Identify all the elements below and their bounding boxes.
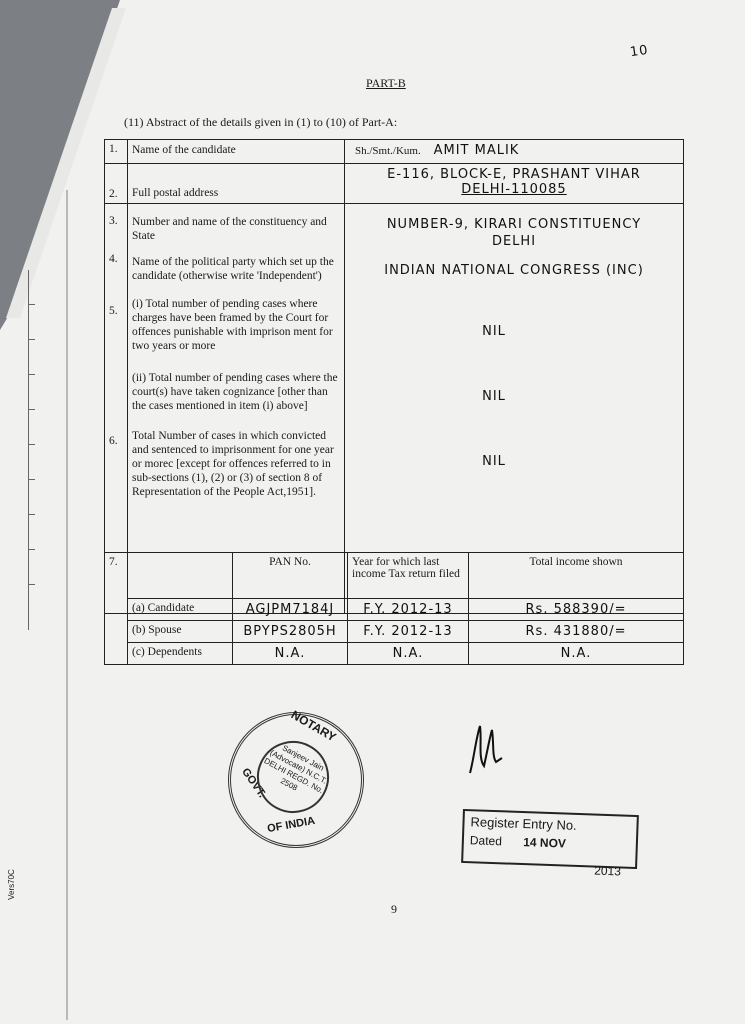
state-value: DELHI — [491, 234, 537, 249]
footer-page-number: 9 — [391, 902, 397, 916]
party-value: INDIAN NATIONAL CONGRESS (INC) — [384, 263, 644, 278]
year-value: F.Y. 2012-13 — [348, 621, 469, 643]
row-label: (ii) Total number of pending cases where the court(s) have taken cognizance [other than the cases mentioned in item (i) above] — [132, 372, 338, 412]
stamp-side-text: GOVT. — [239, 766, 268, 800]
year-value: F.Y. 2012-13 — [348, 599, 469, 621]
pan-value: AGJPM7184J — [233, 599, 348, 621]
column-header: Year for which last income Tax return filed — [348, 553, 469, 599]
table-row — [105, 140, 684, 164]
margin-ticks — [28, 270, 37, 630]
row-number: 4. — [109, 253, 118, 265]
table-row — [105, 599, 684, 621]
stamp-top-text: NOTARY — [288, 707, 339, 745]
side-margin-text: Vers70C — [6, 869, 16, 900]
address-line: DELHI-110085 — [461, 182, 567, 197]
cognizance-cases-value: NIL — [482, 389, 506, 404]
income-value: Rs. 431880/= — [469, 621, 684, 643]
row-number: 7. — [105, 553, 128, 665]
name-prefix: Sh./Smt./Kum. — [355, 145, 421, 157]
column-header: Total income shown — [469, 553, 684, 599]
row-label: Total Number of cases in which convicted and sentenced to imprisonment for one year or morec [except for offences referred to in sub-sections (1), (2) or (3) of section 8 of Representation of the People Act,1951]. — [132, 430, 334, 498]
handwritten-page-number: 10 — [629, 42, 650, 61]
income-value: N.A. — [469, 643, 684, 665]
row-label: Name of the candidate — [128, 140, 345, 164]
address-line: E-116, BLOCK-E, PRASHANT VIHAR — [387, 167, 641, 182]
register-entry-label: Register Entry No. — [470, 814, 577, 833]
register-date-line — [470, 833, 630, 853]
convicted-cases-value: NIL — [482, 454, 506, 469]
register-entry-stamp — [461, 809, 639, 879]
row-label: Name of the political party which set up the candidate (otherwise write 'Independent') — [132, 256, 334, 282]
row-label: Number and name of the constituency and State — [132, 216, 327, 242]
register-date-label: Dated — [469, 833, 503, 849]
row-number: 6. — [109, 435, 118, 447]
table-row — [105, 643, 684, 665]
stamp-inner-text: Sanjeev Jain (Advocate) N.C.T. DELHI REGD. No. 2508 — [244, 728, 341, 825]
table-row — [105, 164, 684, 204]
stamp-bottom-text: OF INDIA — [266, 814, 316, 836]
candidate-name: AMIT MALIK — [433, 143, 520, 158]
row-number: 1. — [105, 140, 128, 164]
abstract-heading: (11) Abstract of the details given in (1) to (10) of Part-A: — [124, 115, 398, 129]
table-row — [105, 553, 684, 599]
row-label: (i) Total number of pending cases where charges have been framed by the Court for offences punishable with imprison ment for two years or more — [132, 298, 333, 352]
pan-value: N.A. — [233, 643, 348, 665]
signature-icon — [462, 718, 512, 778]
column-header: PAN No. — [233, 553, 348, 599]
register-year: 2013 — [593, 863, 622, 879]
pan-value: BPYPS2805H — [233, 621, 348, 643]
empty-cell — [128, 553, 233, 599]
notary-stamp — [228, 707, 364, 848]
details-table — [104, 139, 684, 614]
constituency-value: NUMBER-9, KIRARI CONSTITUENCY — [386, 217, 642, 232]
income-table — [104, 552, 684, 665]
row-label: Full postal address — [128, 164, 345, 204]
year-value: N.A. — [348, 643, 469, 665]
income-value: Rs. 588390/= — [469, 599, 684, 621]
row-number: 3. — [109, 215, 118, 227]
margin-line — [66, 190, 68, 1020]
table-row — [105, 621, 684, 643]
pending-cases-value: NIL — [482, 324, 506, 339]
row-value — [345, 140, 684, 164]
row-number: 5. — [109, 305, 118, 317]
person-label: (c) Dependents — [128, 643, 233, 665]
register-date-value: 14 NOV — [523, 835, 567, 851]
row-number: 2. — [105, 164, 128, 204]
part-title: PART-B — [366, 76, 406, 90]
person-label: (a) Candidate — [128, 599, 233, 621]
row-value — [345, 164, 684, 204]
person-label: (b) Spouse — [128, 621, 233, 643]
